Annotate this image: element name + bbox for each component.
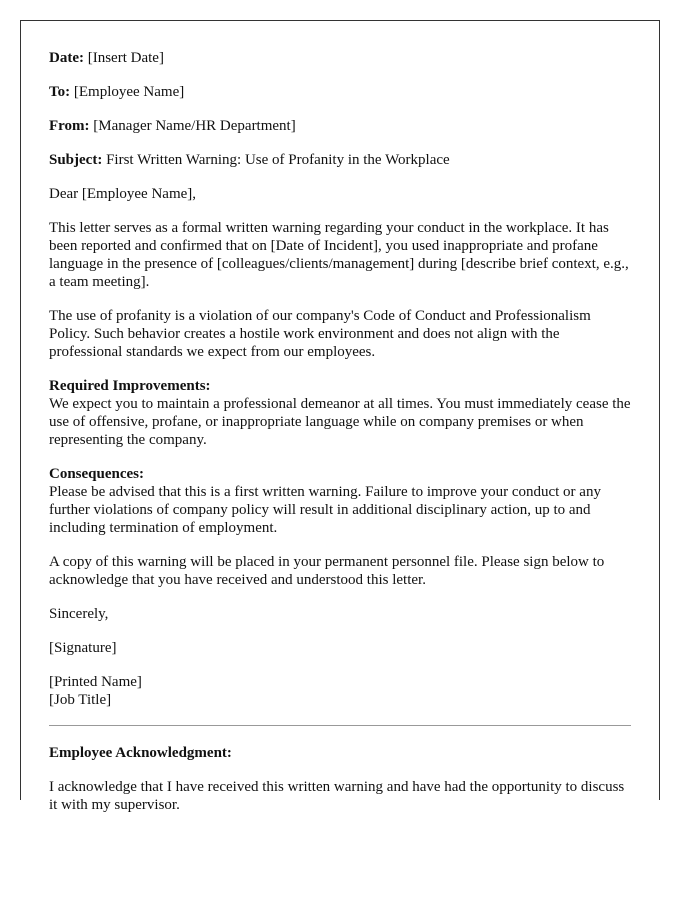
signer-block <box>49 673 631 709</box>
consequences-text: Please be advised that this is a first written warning. Failure to improve your conduct or any further violations of company policy will result in additional disciplinary action, up to and including termination of employment. <box>49 484 601 536</box>
consequences-section <box>49 465 631 537</box>
from-value: [Manager Name/HR Department] <box>93 118 296 134</box>
to-value: [Employee Name] <box>73 84 185 100</box>
improvements-heading: Required Improvements: <box>49 378 211 394</box>
improvements-text: We expect you to maintain a professional demeanor at all times. You must immediately cease the use of offensive, profane, or inappropriate language while on company premises or when representing the company. <box>49 396 631 448</box>
to-label: To: <box>49 84 71 100</box>
warning-letter <box>20 20 660 813</box>
subject-line <box>49 151 631 169</box>
acknowledgment-heading-text: Employee Acknowledgment: <box>49 745 232 761</box>
paragraph-policy: The use of profanity is a violation of our company's Code of Conduct and Professionalism Policy. Such behavior creates a hostile work environment and does not align with the professional standards we expect from our employees. <box>49 308 591 360</box>
subject-label: Subject: <box>49 152 103 168</box>
date-label: Date: <box>49 50 84 66</box>
printed-name: [Printed Name] <box>49 674 142 690</box>
from-line <box>49 117 631 135</box>
subject-value: First Written Warning: Use of Profanity in the Workplace <box>106 152 450 168</box>
divider <box>49 725 631 726</box>
improvements-section <box>49 377 631 449</box>
date-value: [Insert Date] <box>87 50 164 66</box>
signature: [Signature] <box>49 640 117 656</box>
from-label: From: <box>49 118 90 134</box>
acknowledgment-heading <box>49 744 631 762</box>
job-title: [Job Title] <box>49 692 112 708</box>
salutation: Dear [Employee Name], <box>49 186 197 202</box>
to-line <box>49 83 631 101</box>
closing: Sincerely, <box>49 606 109 622</box>
date-line <box>49 49 631 67</box>
acknowledgment-text: I acknowledge that I have received this written warning and have had the opportunity to discuss it with my supervisor. <box>49 779 625 813</box>
consequences-heading: Consequences: <box>49 466 145 482</box>
paragraph-file: A copy of this warning will be placed in your permanent personnel file. Please sign below to acknowledge that you have received and understood this letter. <box>49 554 605 588</box>
paragraph-incident: This letter serves as a formal written warning regarding your conduct in the workplace. It has been reported and confirmed that on [Date of Incident], you used inappropriate and profane language in the presence of [colleagues/clients/management] during [describe brief context, e.g., a team meeting]. <box>49 220 629 290</box>
